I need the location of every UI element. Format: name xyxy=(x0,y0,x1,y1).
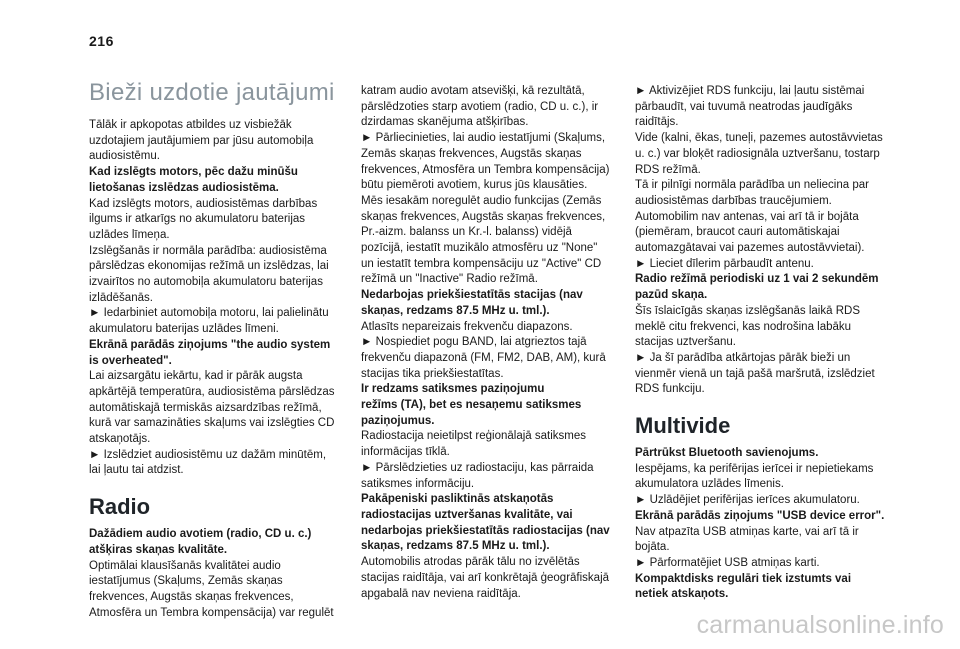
text-line: kurā var samazināties skaļums vai izslēgties CD xyxy=(89,417,335,430)
text-line: Atlasīts nepareizais frekvenču diapazons. xyxy=(361,320,573,333)
bold-text-line: režīms (TA), bet es nesaņemu satiksmes xyxy=(361,399,582,412)
text-line: ► Nospiediet pogu BAND, lai atgrieztos tajā xyxy=(361,336,587,349)
text-line: un iestatīt tembra kompensāciju uz "Active" CD xyxy=(361,257,602,270)
text-line: ► Lieciet dīlerim pārbaudīt antenu. xyxy=(635,257,814,270)
text-line: stacijas uztveršanu. xyxy=(635,336,736,349)
text-line: uzlādes līmeņa. xyxy=(89,228,170,241)
text-line: pārslēdzas ekonomijas režīmā un izslēdzas, lai xyxy=(89,260,329,273)
text-line: vienmēr vienā un tajā pašā maršrutā, izslēdziet xyxy=(635,367,875,380)
text-line: Pr.-aizm. balanss un Kr.-l. balanss) vidējā xyxy=(361,226,572,239)
text-line: Iespējams, ka perifērijas ierīcei ir nepietiekams xyxy=(635,462,874,475)
text-line: audiosistēmu. xyxy=(89,150,160,163)
text-line: Automobilim nav antenas, vai arī tā ir bojāta xyxy=(635,210,859,223)
bold-text-line: is overheated". xyxy=(89,354,172,367)
text-line: ► Uzlādējiet perifērijas ierīces akumulatoru. xyxy=(635,494,860,507)
text-line: Optimālai klausīšanās kvalitātei audio xyxy=(89,559,281,572)
bold-text-line: netiek atskaņots. xyxy=(635,588,729,601)
text-line: izvairītos no automobiļa akumulatoru baterijas xyxy=(89,276,323,289)
text-line: audiosistēmas darbības traucējumiem. xyxy=(635,194,832,207)
text-line: pārbaudīt, vai tuvumā neatrodas jaudīgāks xyxy=(635,100,853,113)
text-line: informācijas tīklā. xyxy=(361,446,450,459)
text-line: Radiostacija neietilpst reģionālajā satiksmes xyxy=(361,430,587,443)
text-line: ► Pārformatējiet USB atmiņas karti. xyxy=(635,556,820,569)
text-line: ► Ja šī parādība atkārtojas pārāk bieži un xyxy=(635,351,851,364)
text-line: stacijas raidītāja, vai arī konkrētajā ģeogrāfiskajā xyxy=(361,571,610,584)
bold-text-line: Pārtrūkst Bluetooth savienojums. xyxy=(635,447,819,460)
bold-text-line: Ir redzams satiksmes paziņojumu xyxy=(361,383,545,396)
text-line: Zemās skaņas frekvences, Augstās skaņas xyxy=(361,147,582,160)
text-line: Automobilis atrodas pārāk tālu no izvēlētās xyxy=(361,556,580,569)
text-line: skaņas frekvences, Augstās skaņas frekvences, xyxy=(361,210,606,223)
bold-text-line: Radio režīmā periodiski uz 1 vai 2 sekundēm xyxy=(635,273,879,286)
text-line: Lai aizsargātu iekārtu, kad ir pārāk augsta xyxy=(89,370,303,383)
text-line: iestatījumus (Skaļums, Zemās skaņas xyxy=(89,575,283,588)
bold-text-line: Ekrānā parādās ziņojums "the audio system xyxy=(89,338,331,351)
text-line: u. c.) var bloķēt radiosignāla uztveršanu, tostarp xyxy=(635,147,880,160)
text-line: stacijas tika priekšiestatītas. xyxy=(361,367,504,380)
bold-text-line: atšķiras skaņas kvalitāte. xyxy=(89,543,228,556)
text-line: ► Pārliecinieties, lai audio iestatījumi (Skaļums, xyxy=(361,132,606,145)
bold-text-line: Pakāpeniski pasliktinās atskaņotās xyxy=(361,493,554,506)
text-line: ► Pārslēdzieties uz radiostaciju, kas pārraida xyxy=(361,461,594,474)
text-line: režīmā un "Inactive" Radio režīmā. xyxy=(361,273,538,286)
text-line: automātiskajā termiskās aizsardzības režīmā, xyxy=(89,401,322,414)
bold-text-line: paziņojumus. xyxy=(361,414,435,427)
text-line: izlādēšanās. xyxy=(89,291,153,304)
text-line: Mēs iesakām noregulēt audio funkcijas (Zemās xyxy=(361,194,602,207)
bold-text-line: lietošanas izslēdzas audiosistēma. xyxy=(89,181,279,194)
text-line: frekvences, Atmosfēra un Tembra kompensācija) xyxy=(361,163,610,176)
text-block xyxy=(89,527,344,621)
text-line: akumulatora uzlādes līmenis. xyxy=(635,478,784,491)
text-line: raidītājs. xyxy=(635,116,679,129)
text-line: apkārtējā temperatūra, audiosistēma pārslēdzas xyxy=(89,385,335,398)
text-line: apgabalā nav neviena raidītāja. xyxy=(361,587,521,600)
text-line: satiksmes informāciju. xyxy=(361,477,475,490)
page-number: 216 xyxy=(89,33,114,49)
text-line: Atmosfēra un Tembra kompensācija) var regulēt xyxy=(89,606,334,619)
text-line: RDS režīmā. xyxy=(635,163,701,176)
text-line: atskaņotājs. xyxy=(89,433,151,446)
text-block xyxy=(361,84,616,602)
bold-text-line: skaņas, redzams 87.5 MHz u. tml.). xyxy=(361,540,550,553)
text-line: pārslēdzoties starp avotiem (radio, CD u. c.), ir xyxy=(361,100,599,113)
text-line: bojāta. xyxy=(635,541,670,554)
column-2 xyxy=(361,84,616,602)
text-line: Nav atpazīta USB atmiņas karte, vai arī tā ir xyxy=(635,525,859,538)
bold-text-line: Dažādiem audio avotiem (radio, CD u. c.) xyxy=(89,528,312,541)
text-line: Kad izslēgts motors, audiosistēmas darbības xyxy=(89,197,318,210)
text-line: ilgums ir atkarīgs no akumulatoru baterijas xyxy=(89,213,306,226)
column-3 xyxy=(635,84,890,603)
text-block xyxy=(635,84,890,398)
text-line: pozīcijā, iestatīt muzikālo atmosfēru uz "None" xyxy=(361,242,598,255)
text-line: Tā ir pilnīgi normāla parādība un neliecina par xyxy=(635,179,869,192)
text-line: ► Izslēdziet audiosistēmu uz dažām minūtēm, xyxy=(89,448,327,461)
text-line: Vide (kalni, ēkas, tuneļi, pazemes autostāvvietas xyxy=(635,132,883,145)
text-line: frekvences, Augstās skaņas frekvences, xyxy=(89,590,294,603)
text-line: Izslēgšanās ir normāla parādība: audiosistēma xyxy=(89,244,327,257)
section-heading-multimedia: Multivide xyxy=(635,413,731,439)
text-line: automazgātavai vai pazemes autostāvvietai). xyxy=(635,242,865,255)
watermark: carmanualsonline.info xyxy=(696,611,944,639)
text-line: Šīs īslaicīgās skaņas izslēgšanās laikā RDS xyxy=(635,304,860,317)
bold-text-line: radiostacijas uztveršanas kvalitāte, vai xyxy=(361,508,573,521)
text-line: meklē citu frekvenci, kas nodrošina labāku xyxy=(635,320,852,333)
text-line: (piemēram, braucot cauri automātiskajai xyxy=(635,226,840,239)
text-line: katram audio avotam atsevišķi, kā rezultātā, xyxy=(361,85,585,97)
text-block xyxy=(635,446,890,603)
text-line: RDS funkciju. xyxy=(635,383,705,396)
text-line: Tālāk ir apkopotas atbildes uz visbiežāk xyxy=(89,119,292,131)
bold-text-line: Ekrānā parādās ziņojums "USB device error". xyxy=(635,509,885,522)
column-1 xyxy=(89,78,344,621)
text-line: uzdotajiem jautājumiem par jūsu automobiļa xyxy=(89,134,314,147)
bold-text-line: Kad izslēgts motors, pēc dažu minūšu xyxy=(89,166,298,179)
text-line: dzirdamas skanējuma atšķirības. xyxy=(361,116,529,129)
text-line: frekvenču diapazonā (FM, FM2, DAB, AM), kurā xyxy=(361,351,606,364)
bold-text-line: Nedarbojas priekšiestatītās stacijas (nav xyxy=(361,289,583,302)
bold-text-line: skaņas, redzams 87.5 MHz u. tml.). xyxy=(361,304,550,317)
text-line: akumulatoru baterijas uzlādes līmeni. xyxy=(89,323,279,336)
text-line: būtu piemēroti avotiem, kurus jūs klausāties. xyxy=(361,179,588,192)
text-line: ► Aktivizējiet RDS funkciju, lai ļautu sistēmai xyxy=(635,85,865,97)
section-heading-faq: Bieži uzdotie jautājumi xyxy=(89,79,335,106)
bold-text-line: pazūd skaņa. xyxy=(635,289,708,302)
section-heading-radio: Radio xyxy=(89,494,151,520)
bold-text-line: Kompaktdisks regulāri tiek izstumts vai xyxy=(635,572,852,585)
text-line: ► Iedarbiniet automobiļa motoru, lai palielinātu xyxy=(89,307,329,320)
text-block xyxy=(89,118,344,479)
bold-text-line: nedarbojas priekšiestatītās radiostacijas (nav xyxy=(361,524,610,537)
text-line: lai ļautu tai atdzist. xyxy=(89,464,184,477)
